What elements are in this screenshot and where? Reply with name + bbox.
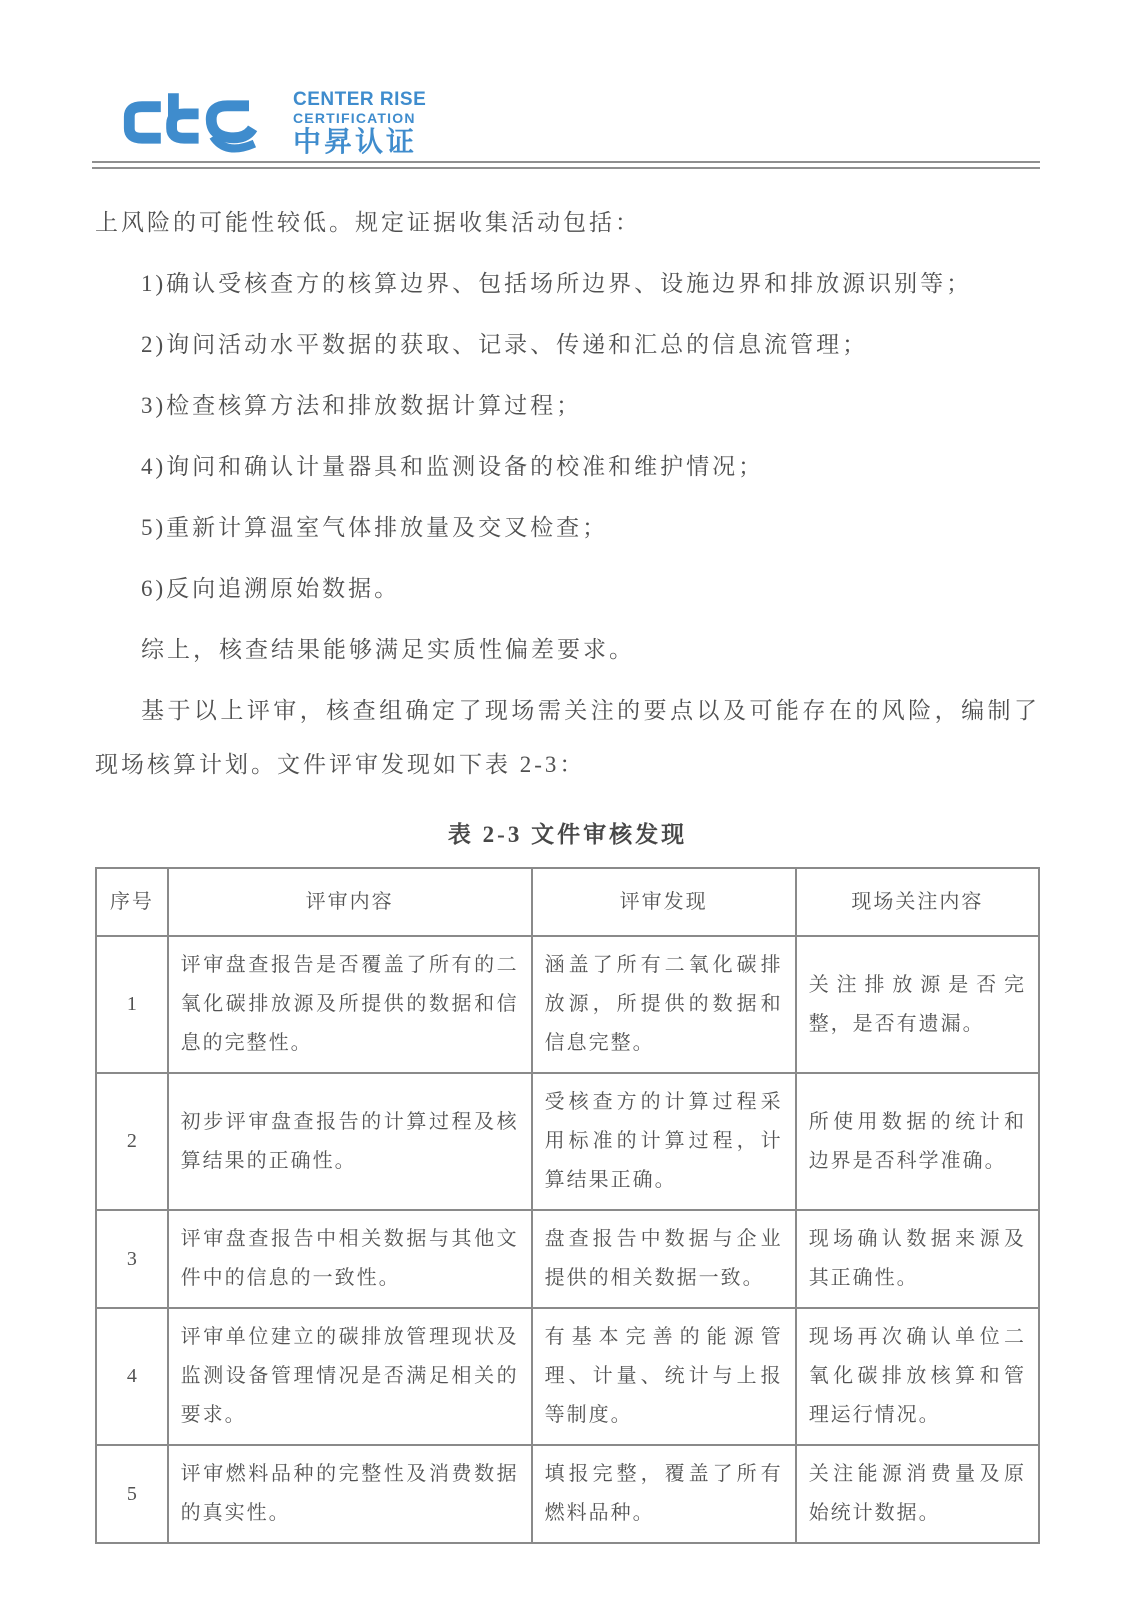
table-header-row <box>96 868 1039 936</box>
review-findings-table <box>95 867 1040 1544</box>
row-number: 2 <box>96 1073 168 1210</box>
paragraph-8: 综上，核查结果能够满足实质性偏差要求。 <box>141 637 635 662</box>
paragraph-5: 4)询问和确认计量器具和监测设备的校准和维护情况； <box>141 454 765 479</box>
paragraph-4: 3)检查核算方法和排放数据计算过程； <box>141 393 583 418</box>
review-content-cell: 评审盘查报告是否覆盖了所有的二氧化碳排放源及所提供的数据和信息的完整性。 <box>168 936 532 1073</box>
company-logo <box>112 86 426 158</box>
column-header-4: 现场关注内容 <box>796 868 1039 936</box>
site-focus-cell: 现场确认数据来源及其正确性。 <box>796 1210 1039 1308</box>
document-body <box>95 196 1040 1544</box>
review-content-cell: 评审燃料品种的完整性及消费数据的真实性。 <box>168 1445 532 1543</box>
crc-logo-icon <box>112 86 287 158</box>
column-header-1: 序号 <box>96 868 168 936</box>
logo-text-line1: CENTER RISE <box>293 89 427 110</box>
table-row <box>96 1210 1039 1308</box>
table-caption: 表 2-3 文件审核发现 <box>447 822 688 847</box>
table-row <box>96 1308 1039 1445</box>
column-header-2: 评审内容 <box>168 868 532 936</box>
body-paragraphs <box>95 196 1040 792</box>
review-content-cell: 评审盘查报告中相关数据与其他文件中的信息的一致性。 <box>168 1210 532 1308</box>
logo-text-line3: 中昇认证 <box>293 126 418 157</box>
site-focus-cell: 现场再次确认单位二氧化碳排放核算和管理运行情况。 <box>796 1308 1039 1445</box>
review-finding-cell: 涵盖了所有二氧化碳排放源，所提供的数据和信息完整。 <box>532 936 796 1073</box>
site-focus-cell: 所使用数据的统计和边界是否科学准确。 <box>796 1073 1039 1210</box>
review-finding-cell: 盘查报告中数据与企业提供的相关数据一致。 <box>532 1210 796 1308</box>
logo-text-line2: CERTIFICATION <box>293 110 416 126</box>
review-content-cell: 初步评审盘查报告的计算过程及核算结果的正确性。 <box>168 1073 532 1210</box>
table-row <box>96 936 1039 1073</box>
header-divider <box>92 161 1040 169</box>
review-finding-cell: 填报完整，覆盖了所有燃料品种。 <box>532 1445 796 1543</box>
row-number: 5 <box>96 1445 168 1543</box>
review-finding-cell: 受核查方的计算过程采用标准的计算过程，计算结果正确。 <box>532 1073 796 1210</box>
paragraph-9: 基于以上评审，核查组确定了现场需关注的要点以及可能存在的风险，编制了现场核算计划。文件评审发现如下表 2-3： <box>95 698 1040 777</box>
row-number: 1 <box>96 936 168 1073</box>
column-header-3: 评审发现 <box>532 868 796 936</box>
review-content-cell: 评审单位建立的碳排放管理现状及监测设备管理情况是否满足相关的要求。 <box>168 1308 532 1445</box>
site-focus-cell: 关注排放源是否完整，是否有遗漏。 <box>796 936 1039 1073</box>
review-finding-cell: 有基本完善的能源管理、计量、统计与上报等制度。 <box>532 1308 796 1445</box>
paragraph-1: 上风险的可能性较低。规定证据收集活动包括： <box>95 210 641 235</box>
paragraph-6: 5)重新计算温室气体排放量及交叉检查； <box>141 515 609 540</box>
table-row <box>96 1445 1039 1543</box>
paragraph-7: 6)反向追溯原始数据。 <box>141 576 401 601</box>
row-number: 4 <box>96 1308 168 1445</box>
table-row <box>96 1073 1039 1210</box>
site-focus-cell: 关注能源消费量及原始统计数据。 <box>796 1445 1039 1543</box>
paragraph-2: 1)确认受核查方的核算边界、包括场所边界、设施边界和排放源识别等； <box>141 271 973 296</box>
paragraph-3: 2)询问活动水平数据的获取、记录、传递和汇总的信息流管理； <box>141 332 869 357</box>
row-number: 3 <box>96 1210 168 1308</box>
